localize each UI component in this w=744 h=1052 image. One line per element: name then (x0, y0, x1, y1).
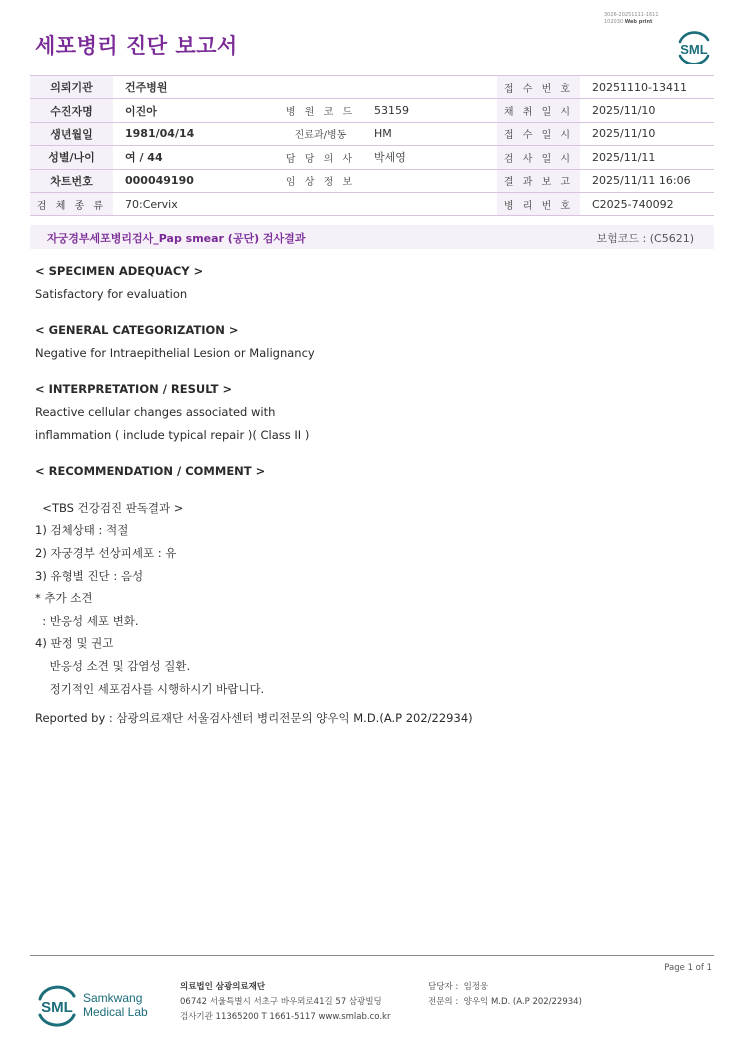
requesting-institution: 건주병원 (113, 76, 279, 99)
label-hospital-code: 병 원 코 드 (279, 99, 362, 122)
sml-logo-footer (36, 981, 158, 1027)
specimen-adequacy-text: Satisfactory for evaluation (35, 286, 188, 301)
receipt-date: 2025/11/10 (580, 122, 714, 145)
footer-org-info (180, 980, 390, 1025)
interpretation-text-line1: Reactive cellular changes associated with (35, 404, 276, 419)
comment-line: 2) 자궁경부 선상피세포 : 유 (35, 545, 177, 560)
staff-label: 담당자 : (428, 982, 459, 992)
info-row (30, 169, 714, 192)
section-heading-interpretation: < INTERPRETATION / RESULT > (35, 382, 233, 397)
info-row (30, 76, 714, 99)
label-receipt-date: 접 수 일 시 (497, 122, 580, 145)
collection-date: 2025/11/10 (580, 99, 714, 122)
reported-by: Reported by : 삼광의료재단 서울검사센터 병리전문의 양우익 M.D.(A.P 202/22934) (35, 711, 473, 726)
footer-divider (30, 955, 714, 956)
attending-doctor: 박세영 (362, 146, 497, 169)
label-result-report: 결 과 보 고 (497, 169, 580, 192)
print-label: Web print (624, 19, 653, 25)
logo-name-line2: Medical Lab (83, 1005, 148, 1019)
department: HM (362, 122, 497, 145)
label-receipt-number: 접 수 번 호 (497, 76, 580, 99)
info-row (30, 146, 714, 169)
patient-info-table (30, 75, 714, 216)
label-chart-number: 차트번호 (30, 169, 113, 192)
org-contact: 검사기관 11365200 T 1661-5117 www.smlab.co.kr (180, 1012, 391, 1022)
comment-line: 1) 검체상태 : 적절 (35, 523, 129, 538)
comment-line: 4) 판정 및 권고 (35, 636, 114, 651)
doc-code: 3026-20251111-1611 (604, 12, 659, 18)
exam-title: 자궁경부세포병리검사_Pap smear (공단) 검사결과 (47, 232, 306, 245)
result-report: 2025/11/11 16:06 (580, 169, 714, 192)
exam-title-bar (30, 225, 714, 249)
sex-age: 여 / 44 (113, 146, 279, 169)
comment-line: * 추가 소견 (35, 591, 93, 606)
exam-date: 2025/11/11 (580, 146, 714, 169)
label-department: 진료과/병동 (279, 122, 362, 145)
org-name: 의료법인 삼광의료재단 (180, 982, 266, 992)
label-exam-date: 검 사 일 시 (497, 146, 580, 169)
label-collection-date: 채 취 일 시 (497, 99, 580, 122)
interpretation-text-line2: inflammation ( include typical repair )( Class II ) (35, 427, 310, 442)
birth-date: 1981/04/14 (113, 122, 279, 145)
logo-name-line1: Samkwang (83, 991, 143, 1005)
section-heading-specimen-adequacy: < SPECIMEN ADEQUACY > (35, 264, 204, 278)
sml-logo-text: SML (680, 42, 708, 57)
chart-number: 000049190 (113, 169, 279, 192)
page-title: 세포병리 진단 보고서 (35, 34, 238, 58)
comment-line: : 반응성 세포 변화. (35, 613, 139, 628)
clinical-info (362, 169, 497, 192)
org-address: 06742 서울특별시 서초구 바우뫼로41길 57 삼광빌딩 (180, 997, 382, 1007)
label-birth-date: 생년월일 (30, 122, 113, 145)
receipt-number: 20251110-13411 (580, 76, 714, 99)
page-number: Page 1 of 1 (664, 963, 712, 973)
comment-line: 반응성 소견 및 감염성 질환. (35, 658, 191, 673)
pathology-number: C2025-740092 (580, 192, 714, 215)
info-row (30, 122, 714, 145)
section-heading-recommendation: < RECOMMENDATION / COMMENT > (35, 464, 266, 479)
sml-logo-top (674, 28, 714, 64)
staff-name: 임정웅 (463, 982, 489, 992)
doctor-label: 전문의 : (428, 997, 459, 1007)
info-row (30, 192, 714, 215)
document-meta (604, 12, 659, 26)
label-clinical-info: 임 상 정 보 (279, 169, 362, 192)
label-sex-age: 성별/나이 (30, 146, 113, 169)
comment-line: <TBS 건강검진 판독결과 > (35, 500, 184, 515)
comment-line: 3) 유형별 진단 : 음성 (35, 568, 144, 583)
section-heading-general-categorization: < GENERAL CATEGORIZATION > (35, 323, 239, 338)
label-patient-name: 수진자명 (30, 99, 113, 122)
info-row (30, 99, 714, 122)
label-specimen-type: 검 체 종 류 (30, 192, 113, 215)
general-categorization-text: Negative for Intraepithelial Lesion or Malignancy (35, 345, 315, 360)
hospital-code: 53159 (362, 99, 497, 122)
report-body (35, 260, 715, 730)
label-pathology-number: 병 리 번 호 (497, 192, 580, 215)
print-code: 102030 (604, 19, 624, 25)
label-requesting-institution: 의뢰기관 (30, 76, 113, 99)
comment-line: 정기적인 세포검사를 시행하시기 바랍니다. (35, 681, 265, 696)
label-attending-doctor: 담 당 의 사 (279, 146, 362, 169)
insurance-code: 보험코드 : (C5621) (596, 232, 694, 245)
sml-logo-footer-text: SML (41, 999, 73, 1016)
footer-staff-info (428, 980, 582, 1010)
doctor-name: 양우익 M.D. (A.P 202/22934) (463, 997, 582, 1007)
specimen-type: 70:Cervix (113, 192, 279, 215)
patient-name: 이진아 (113, 99, 279, 122)
